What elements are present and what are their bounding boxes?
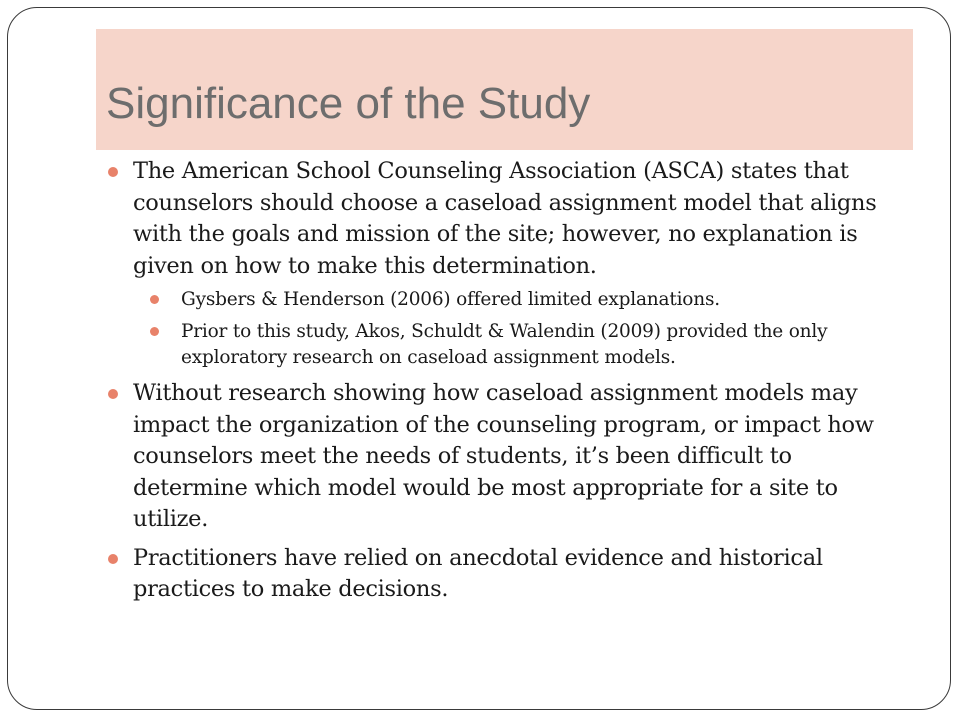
slide-title: Significance of the Study — [106, 79, 591, 128]
sub-bullet-text: Gysbers & Henderson (2006) offered limited explanations. — [181, 289, 720, 310]
bullet-dot-icon — [108, 554, 118, 564]
bullet-dot-icon — [150, 295, 159, 304]
bullet-item-practitioners — [105, 543, 905, 606]
sub-bullet-item-akos — [150, 319, 905, 371]
bullet-text: The American School Counseling Association (ASCA) states that counselors should choose a caseload assignment model that aligns with the goals and mission of the site; however, no explanation is given on how to make this determination. — [133, 158, 877, 279]
bullet-list — [105, 156, 905, 606]
bullet-item-without-research — [105, 378, 905, 536]
slide-body — [105, 156, 905, 613]
bullet-dot-icon — [150, 327, 159, 336]
bullet-dot-icon — [108, 167, 118, 177]
bullet-dot-icon — [108, 389, 118, 399]
bullet-text: Without research showing how caseload assignment models may impact the organization of the counseling program, or impact how counselors meet the needs of students, it’s been difficult to determine which model would be most appropriate for a site to utilize. — [133, 380, 874, 532]
sub-bullet-list — [133, 287, 905, 371]
sub-bullet-item-gysbers — [150, 287, 905, 313]
sub-bullet-text: Prior to this study, Akos, Schuldt & Walendin (2009) provided the only exploratory research on caseload assignment models. — [181, 321, 828, 368]
bullet-text: Practitioners have relied on anecdotal evidence and historical practices to make decisions. — [133, 544, 823, 602]
bullet-item-asca — [105, 156, 905, 371]
